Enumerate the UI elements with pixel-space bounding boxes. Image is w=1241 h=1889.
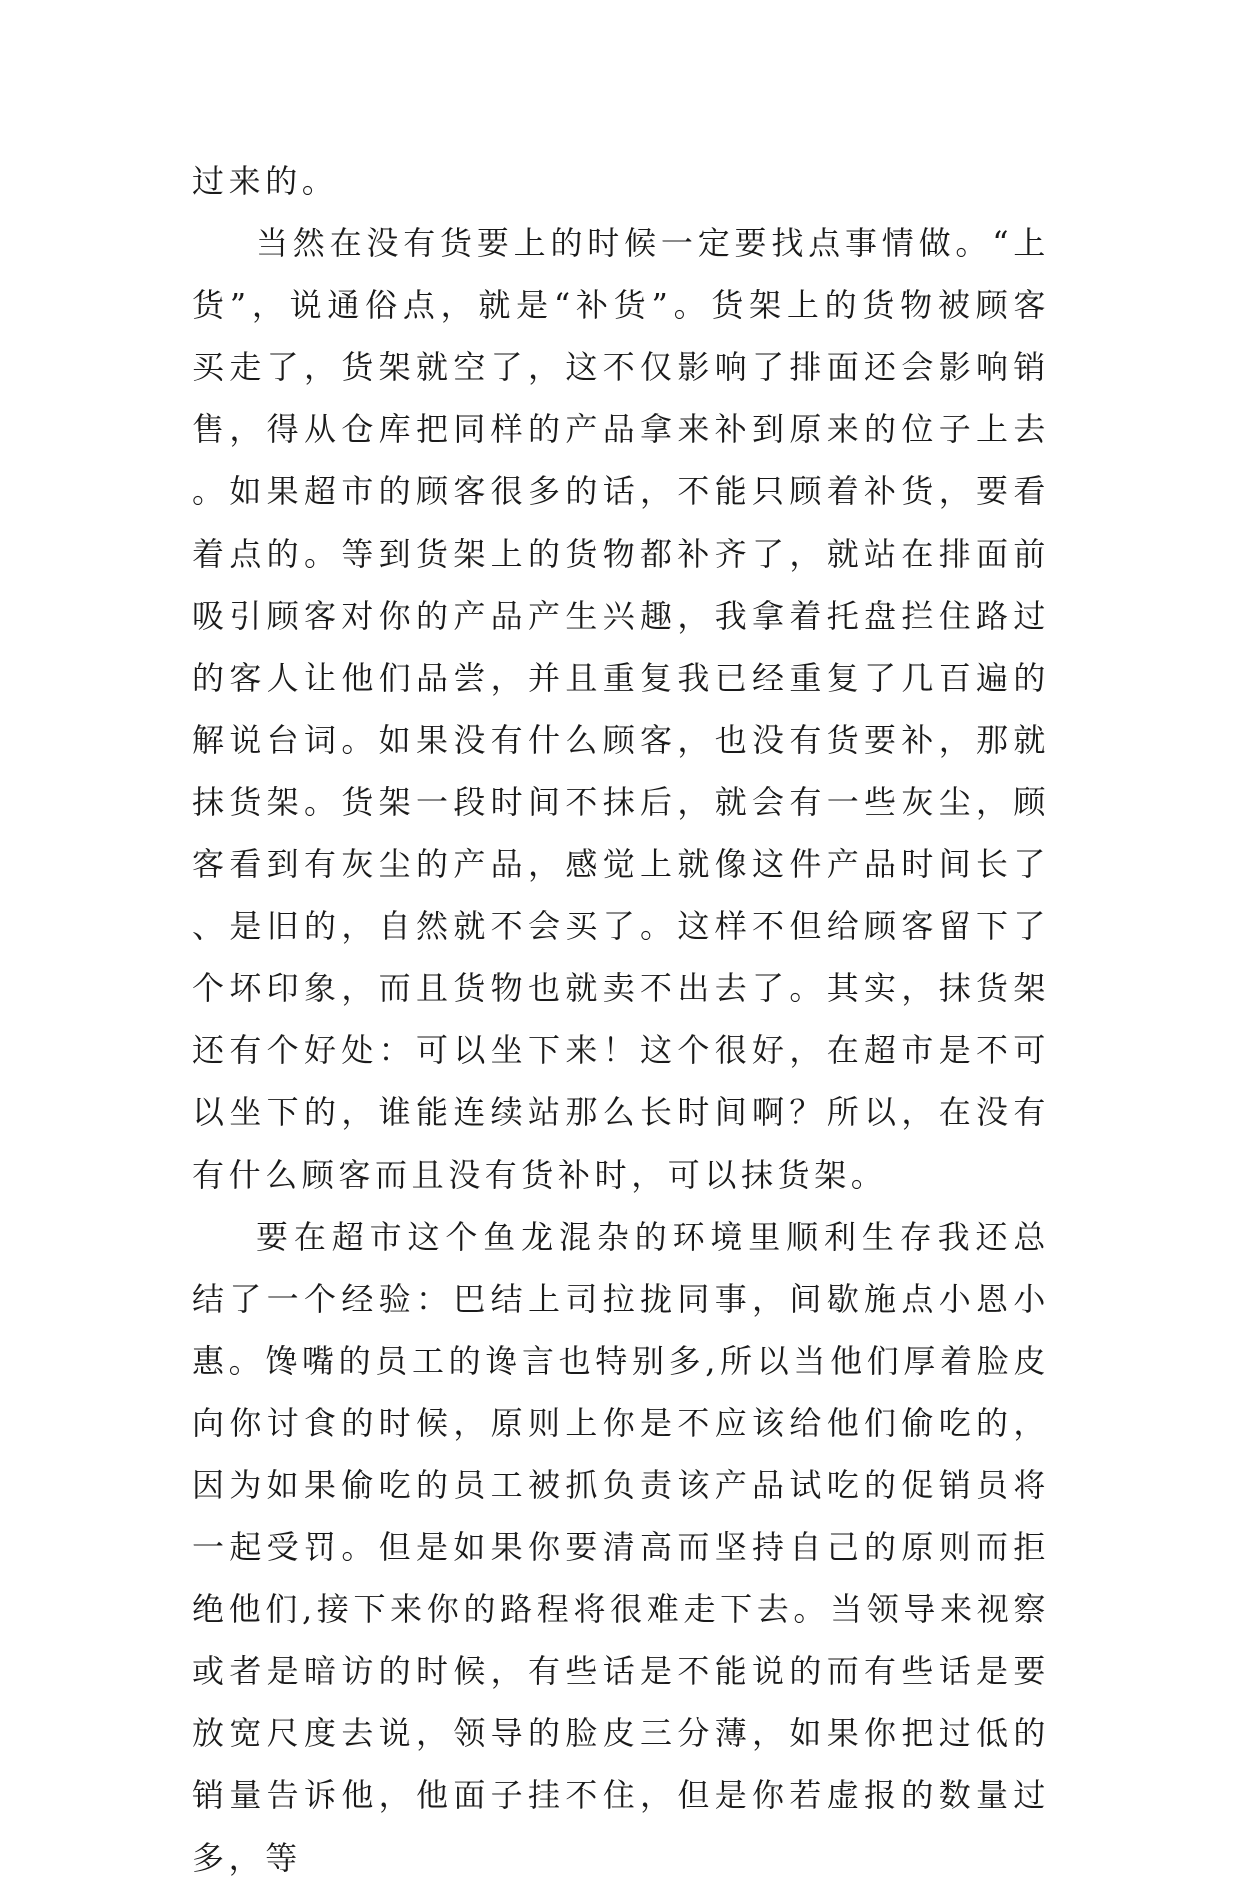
paragraph-continuation: 过来的。 bbox=[192, 162, 339, 200]
body-text bbox=[192, 150, 1050, 1889]
paragraph-survival-experience: 要在超市这个鱼龙混杂的环境里顺利生存我还总结了一个经验：巴结上司拉拢同事，间歇施点小恩小惠。馋嘴的员工的谗言也特别多,所以当他们厚着脸皮向你讨食的时候，原则上你是不应该给他们偷吃的，因为如果偷吃的员工被抓负责该产品试吃的促销员将一起受罚。但是如果你要清高而坚持自己的原则而拒绝他们,接下来你的路程将很难走下去。当领导来视察或者是暗访的时候，有些话是不能说的而有些话是要放宽尺度去说，领导的脸皮三分薄，如果你把过低的销量告诉他，他面子挂不住，但是你若虚报的数量过多，等 bbox=[192, 1217, 1050, 1877]
paragraph-restocking: 当然在没有货要上的时候一定要找点事情做。“上货”，说通俗点，就是“补货”。货架上的货物被顾客买走了，货架就空了，这不仅影响了排面还会影响销售，得从仓库把同样的产品拿来补到原来的位子上去。如果超市的顾客很多的话，不能只顾着补货，要看着点的。等到货架上的货物都补齐了，就站在排面前吸引顾客对你的产品产生兴趣，我拿着托盘拦住路过的客人让他们品尝，并且重复我已经重复了几百遍的解说台词。如果没有什么顾客，也没有货要补，那就抹货架。货架一段时间不抹后，就会有一些灰尘，顾客看到有灰尘的产品，感觉上就像这件产品时间长了、是旧的，自然就不会买了。这样不但给顾客留下了个坏印象，而且货物也就卖不出去了。其实，抹货架还有个好处：可以坐下来！这个很好，在超市是不可以坐下的，谁能连续站那么长时间啊？所以，在没有有什么顾客而且没有货补时，可以抹货架。 bbox=[192, 224, 1050, 1194]
